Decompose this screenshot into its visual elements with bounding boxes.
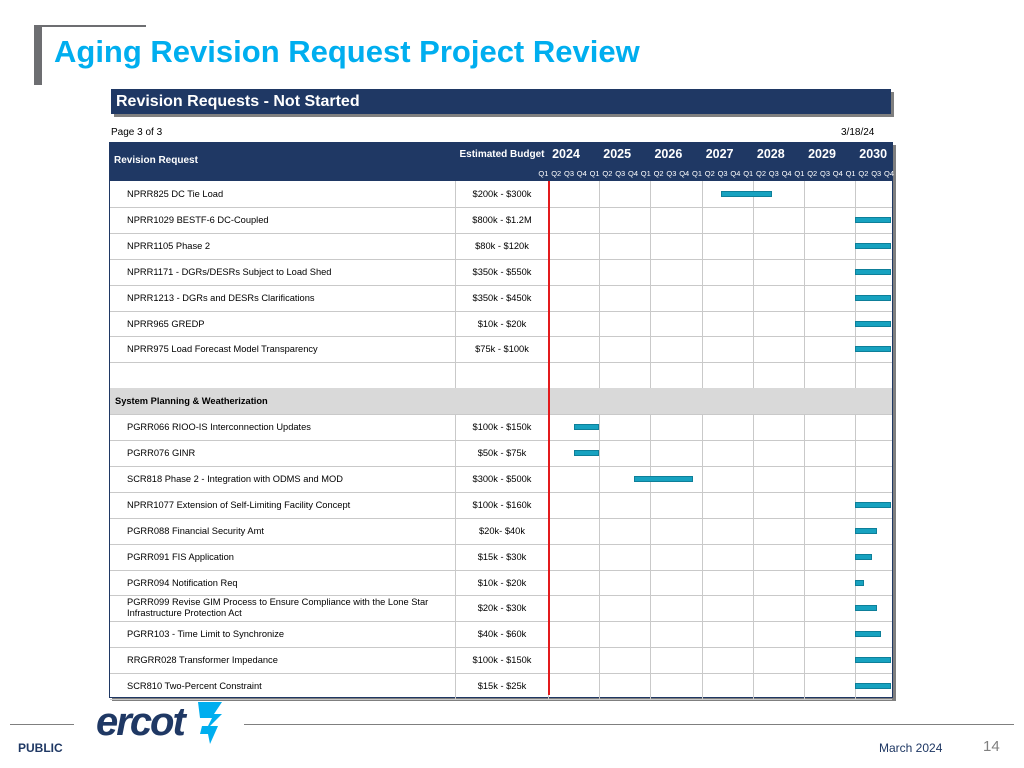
section-row — [110, 388, 892, 414]
estimated-budget: $75k - $100k — [475, 344, 529, 355]
ercot-logo-mark-icon — [192, 700, 226, 748]
estimated-budget: $50k - $75k — [477, 448, 527, 458]
page-indicator: Page 3 of 3 — [111, 127, 163, 138]
table-row — [110, 414, 892, 440]
table-row — [110, 207, 892, 233]
quarter-label: Q3 — [717, 169, 728, 178]
quarter-label: Q3 — [768, 169, 779, 178]
timeline-bar — [855, 657, 891, 663]
request-name: PGRR091 FIS Application — [127, 551, 234, 562]
quarter-label: Q3 — [666, 169, 677, 178]
year-label: 2030 — [859, 147, 888, 161]
table-row — [110, 311, 892, 337]
table-row — [110, 673, 892, 699]
year-label: 2024 — [552, 147, 580, 161]
request-name: RRGRR028 Transformer Impedance — [127, 655, 278, 666]
request-name: NPRR965 GREDP — [127, 318, 205, 329]
timeline-bar — [574, 424, 600, 430]
timeline-bar — [855, 683, 891, 689]
table-row — [110, 285, 892, 311]
quarter-label: Q1 — [589, 169, 600, 178]
estimated-budget: $10k - $20k — [477, 318, 527, 329]
timeline-bar — [855, 528, 877, 534]
timeline-bar — [634, 476, 693, 482]
estimated-budget: $15k - $30k — [477, 551, 527, 562]
estimated-budget: $300k - $500k — [472, 473, 532, 484]
year-label: 2027 — [705, 147, 734, 161]
quarter-label: Q3 — [871, 169, 882, 178]
col-header-budget: Estimated Budget — [459, 149, 545, 160]
table-row — [110, 595, 892, 621]
estimated-budget: $800k - $1.2M — [472, 214, 532, 225]
section-subtitle: Revision Requests - Not Started — [111, 89, 891, 114]
quarter-label: Q2 — [551, 169, 562, 178]
table-row — [110, 544, 892, 570]
quarter-label: Q1 — [845, 169, 856, 178]
table-row — [110, 647, 892, 673]
table-row — [110, 259, 892, 285]
slide-number: 14 — [983, 738, 1000, 755]
quarter-label: Q4 — [576, 169, 587, 178]
estimated-budget: $100k - $150k — [472, 655, 532, 666]
gantt-table — [109, 142, 893, 698]
request-name: NPRR1171 - DGRs/DESRs Subject to Load Shed — [127, 266, 332, 277]
estimated-budget: $20k- $40k — [479, 525, 525, 536]
estimated-budget: $350k - $550k — [472, 266, 532, 277]
quarter-label: Q3 — [563, 169, 574, 178]
timeline-bar — [574, 450, 600, 456]
table-row — [110, 440, 892, 466]
estimated-budget: $200k - $300k — [472, 189, 532, 199]
quarter-label: Q2 — [858, 169, 869, 178]
estimated-budget: $350k - $450k — [472, 292, 532, 303]
timeline-bar — [855, 295, 891, 301]
table-row — [110, 621, 892, 647]
table-row — [110, 570, 892, 596]
page-title: Aging Revision Request Project Review — [54, 34, 640, 69]
table-row — [110, 492, 892, 518]
section-title: System Planning & Weatherization — [115, 396, 268, 407]
quarter-label: Q4 — [781, 169, 792, 178]
year-label: 2026 — [654, 147, 683, 161]
classification-label: PUBLIC — [18, 741, 63, 755]
quarter-label: Q4 — [832, 169, 843, 178]
today-marker-line — [548, 181, 550, 695]
title-accent-bar — [34, 25, 42, 85]
request-name: NPRR1105 Phase 2 — [127, 240, 211, 251]
year-label: 2029 — [808, 147, 836, 161]
estimated-budget: $100k - $150k — [472, 422, 532, 433]
quarter-label: Q2 — [653, 169, 664, 178]
footer-date: March 2024 — [879, 741, 943, 755]
timeline-bar — [855, 217, 891, 223]
request-name: NPRR1077 Extension of Self-Limiting Facility Concept — [127, 499, 351, 510]
request-name: NPRR1029 BESTF-6 DC-Coupled — [127, 214, 269, 225]
request-name: PGRR099 Revise GIM Process to Ensure Compliance with the Lone Star Infrastructure Protection Act — [127, 597, 429, 619]
timeline-bar — [855, 580, 864, 586]
ercot-logo — [96, 700, 184, 745]
request-name: SCR818 Phase 2 - Integration with ODMS and MOD — [127, 473, 343, 484]
year-label: 2028 — [756, 147, 785, 161]
request-name: SCR810 Two-Percent Constraint — [127, 681, 262, 692]
table-row — [110, 466, 892, 492]
timeline-bar — [855, 502, 891, 508]
year-label: 2025 — [603, 147, 632, 161]
quarter-label: Q2 — [704, 169, 715, 178]
timeline-bar — [855, 346, 891, 352]
table-row — [110, 362, 892, 388]
quarter-label: Q2 — [807, 169, 818, 178]
request-name: PGRR094 Notification Req — [127, 577, 238, 588]
timeline-bar — [855, 243, 891, 249]
request-name: PGRR103 - Time Limit to Synchronize — [127, 629, 285, 640]
quarter-label: Q1 — [794, 169, 805, 178]
request-name: PGRR076 GINR — [127, 448, 196, 458]
timeline-bar — [855, 605, 877, 611]
quarter-label: Q1 — [691, 169, 702, 178]
request-name: NPRR1213 - DGRs and DESRs Clarifications — [127, 292, 315, 303]
timeline-bar — [721, 191, 772, 197]
estimated-budget: $20k - $30k — [477, 603, 527, 614]
row-divider — [110, 699, 892, 700]
title-accent-line — [34, 25, 146, 27]
quarter-label: Q1 — [640, 169, 651, 178]
quarter-label: Q3 — [615, 169, 626, 178]
table-row — [110, 233, 892, 259]
footer-divider-left — [10, 724, 74, 725]
table-row — [110, 181, 892, 207]
report-date: 3/18/24 — [841, 127, 875, 138]
footer-divider-right — [244, 724, 1014, 725]
quarter-label: Q4 — [627, 169, 638, 178]
request-name: PGRR088 Financial Security Amt — [127, 525, 264, 536]
quarter-label: Q2 — [755, 169, 766, 178]
estimated-budget: $40k - $60k — [477, 629, 527, 640]
timeline-bar — [855, 269, 891, 275]
request-name: PGRR066 RIOO-IS Interconnection Updates — [127, 422, 311, 433]
estimated-budget: $100k - $160k — [472, 499, 532, 510]
quarter-label: Q4 — [883, 169, 894, 178]
table-row — [110, 336, 892, 362]
quarter-label: Q4 — [679, 169, 690, 178]
request-name: NPRR975 Load Forecast Model Transparency — [127, 344, 318, 355]
request-name: NPRR825 DC Tie Load — [127, 189, 224, 199]
estimated-budget: $15k - $25k — [477, 681, 527, 692]
table-row — [110, 518, 892, 544]
timeline-bar — [855, 631, 881, 637]
estimated-budget: $80k - $120k — [475, 240, 529, 251]
quarter-label: Q4 — [730, 169, 741, 178]
col-header-request: Revision Request — [114, 155, 198, 166]
quarter-label: Q1 — [538, 169, 549, 178]
quarter-label: Q3 — [819, 169, 830, 178]
timeline-bar — [855, 554, 872, 560]
quarter-label: Q1 — [743, 169, 754, 178]
estimated-budget: $10k - $20k — [477, 577, 527, 588]
logo-wordmark: ercot — [96, 700, 184, 744]
timeline-bar — [855, 321, 891, 327]
quarter-label: Q2 — [602, 169, 613, 178]
